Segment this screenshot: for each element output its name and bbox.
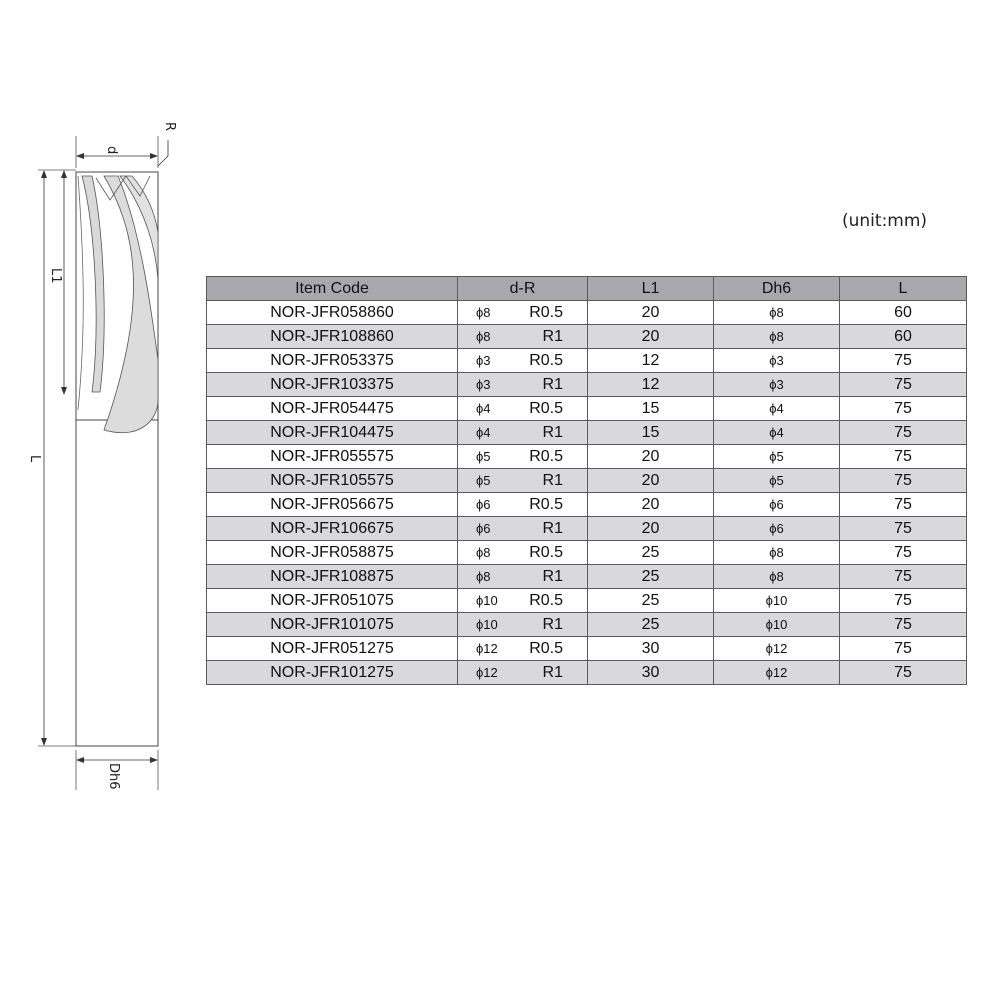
l-cell: 75: [840, 349, 967, 373]
d-r-cell: [458, 493, 588, 517]
dh6-cell: ϕ12: [714, 661, 840, 685]
d-r-cell: [458, 397, 588, 421]
dh6-cell: ϕ3: [714, 349, 840, 373]
dh6-cell: ϕ8: [714, 301, 840, 325]
dh6-cell: ϕ10: [714, 613, 840, 637]
l-cell: 75: [840, 637, 967, 661]
table-row: [207, 325, 967, 349]
r-value: R1: [542, 328, 563, 345]
item-code-cell: NOR-JFR105575: [207, 469, 458, 493]
r-value: R0.5: [529, 592, 563, 609]
d-value: ϕ8: [476, 545, 491, 560]
item-code-cell: NOR-JFR058875: [207, 541, 458, 565]
table-row: [207, 301, 967, 325]
l1-cell: 30: [588, 661, 714, 685]
l-cell: 75: [840, 565, 967, 589]
end-mill-body: [76, 172, 158, 746]
unit-note: (unit:mm): [842, 211, 928, 231]
l1-cell: 25: [588, 565, 714, 589]
d-r-cell: [458, 661, 588, 685]
d-r-cell: [458, 445, 588, 469]
r-value: R1: [542, 616, 563, 633]
r-value: R0.5: [529, 448, 563, 465]
r-value: R0.5: [529, 544, 563, 561]
d-r-cell: [458, 613, 588, 637]
table-row: [207, 565, 967, 589]
dh6-cell: ϕ4: [714, 397, 840, 421]
l1-cell: 20: [588, 445, 714, 469]
d-value: ϕ4: [476, 425, 491, 440]
label-dh6: Dh6: [106, 763, 121, 790]
d-value: ϕ8: [476, 305, 491, 320]
l1-cell: 20: [588, 493, 714, 517]
d-r-cell: [458, 637, 588, 661]
dh6-cell: ϕ5: [714, 469, 840, 493]
header-item-code: Item Code: [207, 277, 458, 301]
r-value: R1: [542, 568, 563, 585]
table-row: [207, 637, 967, 661]
d-r-cell: [458, 421, 588, 445]
d-value: ϕ8: [476, 569, 491, 584]
item-code-cell: NOR-JFR054475: [207, 397, 458, 421]
l-cell: 75: [840, 421, 967, 445]
dh6-cell: ϕ6: [714, 493, 840, 517]
dh6-cell: ϕ5: [714, 445, 840, 469]
d-r-cell: [458, 589, 588, 613]
item-code-cell: NOR-JFR103375: [207, 373, 458, 397]
d-value: ϕ12: [476, 641, 498, 656]
header-l1: L1: [588, 277, 714, 301]
dh6-cell: ϕ6: [714, 517, 840, 541]
d-r-cell: [458, 373, 588, 397]
table-row: [207, 397, 967, 421]
d-value: ϕ3: [476, 377, 491, 392]
d-value: ϕ10: [476, 617, 498, 632]
l1-cell: 15: [588, 397, 714, 421]
item-code-cell: NOR-JFR055575: [207, 445, 458, 469]
l1-cell: 25: [588, 613, 714, 637]
header-l: L: [840, 277, 967, 301]
l1-cell: 30: [588, 637, 714, 661]
r-value: R0.5: [529, 640, 563, 657]
l-cell: 75: [840, 373, 967, 397]
d-value: ϕ6: [476, 497, 491, 512]
l-cell: 75: [840, 445, 967, 469]
l1-cell: 12: [588, 373, 714, 397]
label-l1: L1: [48, 268, 63, 284]
l-cell: 75: [840, 397, 967, 421]
l-cell: 75: [840, 661, 967, 685]
d-value: ϕ10: [476, 593, 498, 608]
table-row: [207, 421, 967, 445]
dh6-cell: ϕ10: [714, 589, 840, 613]
table-row: [207, 613, 967, 637]
table-body: [207, 301, 967, 685]
l1-cell: 25: [588, 589, 714, 613]
l-cell: 75: [840, 517, 967, 541]
r-value: R1: [542, 376, 563, 393]
header-dh6: Dh6: [714, 277, 840, 301]
l-cell: 75: [840, 469, 967, 493]
l1-cell: 15: [588, 421, 714, 445]
d-value: ϕ6: [476, 521, 491, 536]
dh6-cell: ϕ8: [714, 325, 840, 349]
d-r-cell: [458, 301, 588, 325]
table-row: [207, 373, 967, 397]
dh6-cell: ϕ3: [714, 373, 840, 397]
r-value: R0.5: [529, 400, 563, 417]
end-mill-drawing: [0, 0, 200, 820]
label-d: d: [104, 146, 119, 155]
l1-cell: 25: [588, 541, 714, 565]
table-header-row: [207, 277, 967, 301]
d-value: ϕ8: [476, 329, 491, 344]
d-r-cell: [458, 541, 588, 565]
table-row: [207, 493, 967, 517]
label-r: R: [162, 122, 177, 132]
table-row: [207, 661, 967, 685]
dh6-cell: ϕ8: [714, 541, 840, 565]
r-value: R0.5: [529, 496, 563, 513]
item-code-cell: NOR-JFR108875: [207, 565, 458, 589]
label-l: L: [27, 455, 42, 463]
d-value: ϕ5: [476, 449, 491, 464]
l1-cell: 20: [588, 325, 714, 349]
l1-cell: 20: [588, 517, 714, 541]
table-row: [207, 445, 967, 469]
table-row: [207, 589, 967, 613]
l1-cell: 20: [588, 469, 714, 493]
d-r-cell: [458, 469, 588, 493]
d-r-cell: [458, 325, 588, 349]
item-code-cell: NOR-JFR053375: [207, 349, 458, 373]
l1-cell: 12: [588, 349, 714, 373]
l-cell: 75: [840, 613, 967, 637]
r-value: R1: [542, 472, 563, 489]
table-row: [207, 469, 967, 493]
spec-table: [206, 276, 967, 685]
r-value: R0.5: [529, 304, 563, 321]
r-value: R1: [542, 520, 563, 537]
l1-cell: 20: [588, 301, 714, 325]
d-r-cell: [458, 517, 588, 541]
item-code-cell: NOR-JFR101275: [207, 661, 458, 685]
l-cell: 75: [840, 589, 967, 613]
r-value: R1: [542, 664, 563, 681]
dh6-cell: ϕ8: [714, 565, 840, 589]
d-r-cell: [458, 565, 588, 589]
dh6-cell: ϕ12: [714, 637, 840, 661]
item-code-cell: NOR-JFR051275: [207, 637, 458, 661]
table-row: [207, 349, 967, 373]
r-value: R1: [542, 424, 563, 441]
item-code-cell: NOR-JFR056675: [207, 493, 458, 517]
item-code-cell: NOR-JFR104475: [207, 421, 458, 445]
item-code-cell: NOR-JFR108860: [207, 325, 458, 349]
item-code-cell: NOR-JFR106675: [207, 517, 458, 541]
table-row: [207, 517, 967, 541]
l-cell: 60: [840, 325, 967, 349]
d-value: ϕ3: [476, 353, 491, 368]
item-code-cell: NOR-JFR101075: [207, 613, 458, 637]
d-value: ϕ12: [476, 665, 498, 680]
r-value: R0.5: [529, 352, 563, 369]
l-cell: 75: [840, 493, 967, 517]
d-r-cell: [458, 349, 588, 373]
d-value: ϕ5: [476, 473, 491, 488]
table-row: [207, 541, 967, 565]
l-cell: 75: [840, 541, 967, 565]
d-value: ϕ4: [476, 401, 491, 416]
header-d-r: d-R: [458, 277, 588, 301]
dh6-cell: ϕ4: [714, 421, 840, 445]
item-code-cell: NOR-JFR051075: [207, 589, 458, 613]
item-code-cell: NOR-JFR058860: [207, 301, 458, 325]
l-cell: 60: [840, 301, 967, 325]
